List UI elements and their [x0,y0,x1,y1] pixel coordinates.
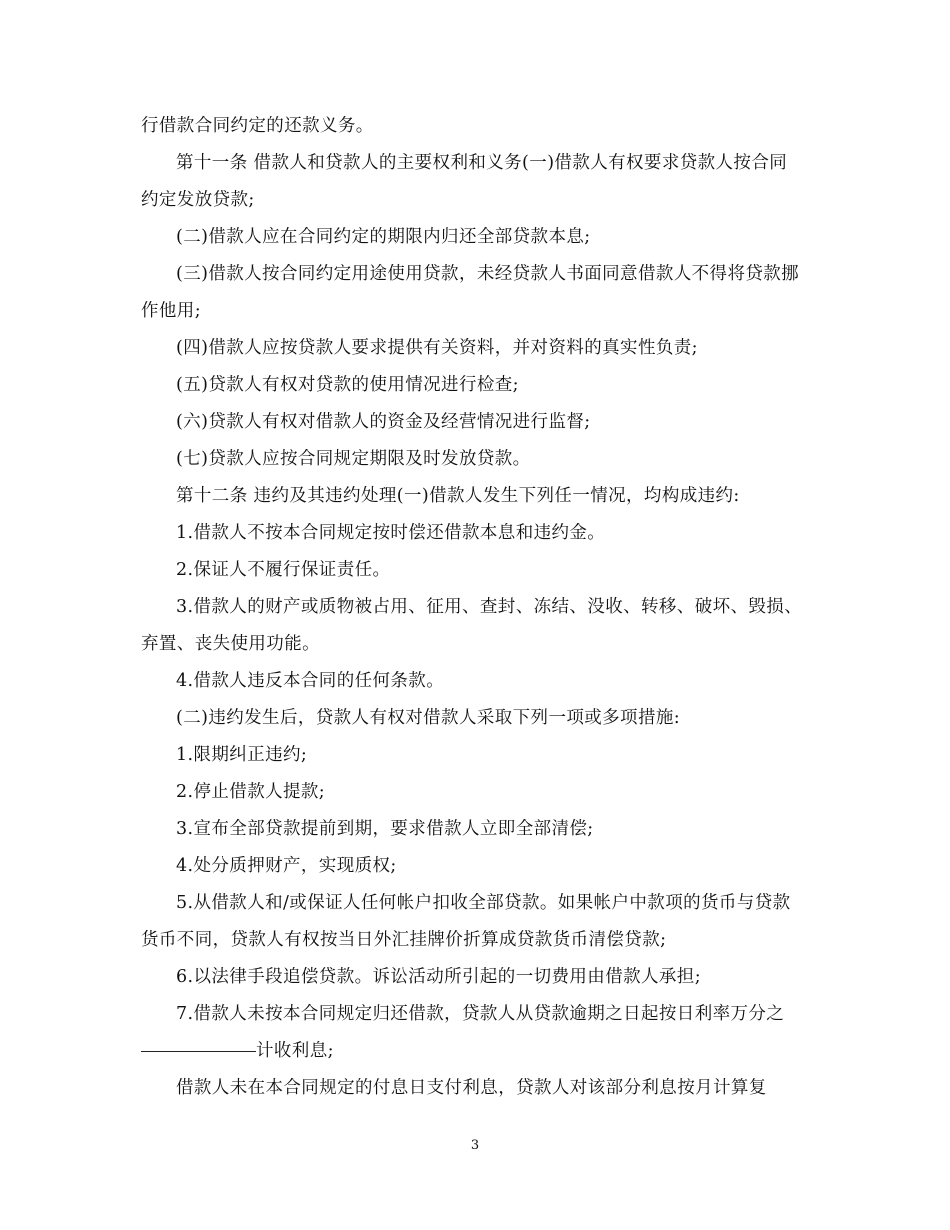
document-body [141,108,803,1107]
paragraph-12-2-4: 4.处分质押财产，实现质权; [176,856,397,876]
interest-clause-text: 7.借款人未按本合同规定归还借款，贷款人从贷款逾期之日起按日利率万分之 [176,1004,785,1024]
paragraph-12-2-2: 2.停止借款人提款; [176,782,326,802]
paragraph-12-2-1: 1.限期纠正违约; [176,745,308,765]
paragraph-compound-interest: 借款人未在本合同规定的付息日支付利息，贷款人对该部分利息按月计算复 [176,1078,767,1098]
page-number: 3 [470,1138,480,1153]
paragraph-11-7: (七)贷款人应按合同规定期限及时发放贷款。 [176,449,531,469]
paragraph-article-11: 第十一条 借款人和贷款人的主要权利和义务(一)借款人有权要求贷款人按合同约定发放贷款; [141,153,788,210]
paragraph-12-1-1: 1.借款人不按本合同规定按时偿还借款本息和违约金。 [176,523,606,543]
paragraph-12-2-6: 6.以法律手段追偿贷款。诉讼活动所引起的一切费用由借款人承担; [176,967,701,987]
paragraph-12-2-5: 5.从借款人和/或保证人任何帐户扣收全部贷款。如果帐户中款项的货币与贷款货币不同，贷款人有权按当日外汇挂牌价折算成贷款货币清偿贷款; [141,893,791,950]
interest-clause-suffix: 计收利息; [256,1041,334,1061]
paragraph-12-2-7 [141,996,803,1070]
paragraph-11-4: (四)借款人应按贷款人要求提供有关资料，并对资料的真实性负责; [176,338,698,358]
paragraph-12-1-3: 3.借款人的财产或质物被占用、征用、查封、冻结、没收、转移、破坏、毁损、弃置、丧失使用功能。 [141,597,803,654]
paragraph-continuation: 行借款合同约定的还款义务。 [141,116,374,136]
paragraph-11-6: (六)贷款人有权对借款人的资金及经营情况进行监督; [176,412,591,432]
paragraph-11-5: (五)贷款人有权对贷款的使用情况进行检查; [176,375,519,395]
interest-rate-blank [141,1050,256,1052]
paragraph-12-1-4: 4.借款人违反本合同的任何条款。 [176,671,445,691]
paragraph-article-12: 第十二条 违约及其违约处理(一)借款人发生下列任一情况，均构成违约: [176,486,740,506]
paragraph-12-2: (二)违约发生后，贷款人有权对借款人采取下列一项或多项措施: [176,708,681,728]
paragraph-12-1-2: 2.保证人不履行保证责任。 [176,560,391,580]
paragraph-11-2: (二)借款人应在合同约定的期限内归还全部贷款本息; [176,227,591,247]
paragraph-12-2-3: 3.宣布全部贷款提前到期，要求借款人立即全部清偿; [176,819,594,839]
paragraph-11-3: (三)借款人按合同约定用途使用贷款，未经贷款人书面同意借款人不得将贷款挪作他用; [141,264,800,321]
